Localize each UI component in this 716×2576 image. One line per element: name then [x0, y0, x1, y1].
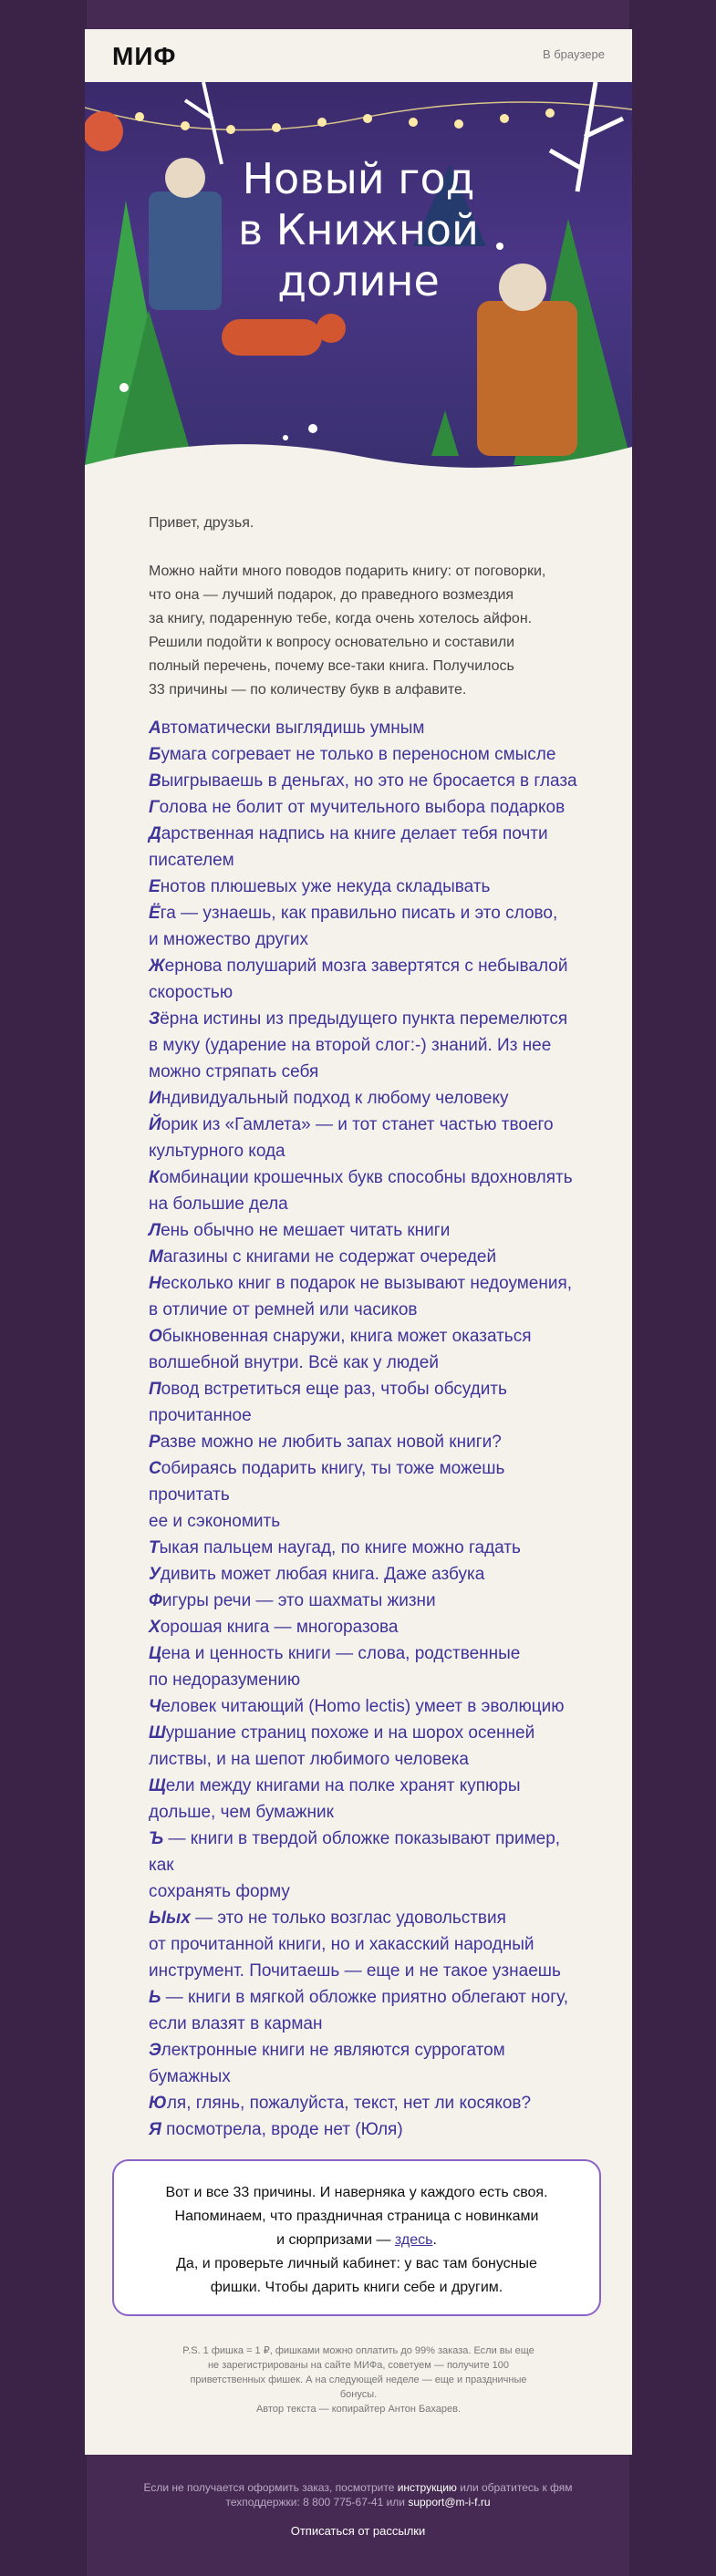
reason-letter: Е [149, 877, 161, 896]
reason-text: можно стряпать себя [149, 1062, 319, 1081]
reason-text: омбинации крошечных букв способны вдохновлять [159, 1168, 573, 1187]
reason-item [149, 1006, 588, 1032]
reason-item [149, 1191, 588, 1217]
reason-item [149, 1376, 588, 1402]
reason-item [149, 1746, 588, 1773]
reason-letter: У [149, 1565, 161, 1584]
reason-item [149, 874, 588, 900]
summary-line: фишки. Чтобы дарить книги себе и другим. [210, 2280, 503, 2295]
reason-item [149, 1693, 588, 1720]
reason-letter: Ь [149, 1988, 161, 2007]
reason-text: ыигрываешь в деньгах, но это не бросается в глаза [161, 771, 577, 791]
reason-item [149, 1667, 588, 1693]
reason-item [149, 1323, 588, 1350]
reason-text: сохранять форму [149, 1882, 290, 1901]
reason-item [149, 715, 588, 741]
reason-text: умага согревает не только в переносном смысле [161, 745, 556, 764]
reason-text: га — узнаешь, как правильно писать и это слово, [160, 904, 558, 923]
holiday-page-link[interactable]: здесь [394, 2232, 433, 2248]
reason-item [149, 2037, 588, 2064]
reason-item [149, 1640, 588, 1667]
reason-text: ля, глянь, пожалуйста, текст, нет ли косяков? [166, 2094, 532, 2113]
reason-letter: Н [149, 1274, 161, 1293]
footer [0, 2480, 716, 2509]
reason-text: уршание страниц похоже и на шорох осенней [165, 1723, 535, 1743]
reason-item [149, 1720, 588, 1746]
reason-letter: Р [149, 1433, 161, 1452]
reason-text: дольше, чем бумажник [149, 1803, 334, 1822]
reason-letter: Щ [149, 1776, 166, 1795]
reason-item [149, 1270, 588, 1297]
reason-item [149, 1773, 588, 1799]
reason-letter: А [149, 719, 161, 738]
reason-text: — книги в мягкой обложке приятно облегают ногу, [161, 1988, 569, 2007]
reasons-list [149, 715, 588, 2143]
reason-item [149, 2116, 588, 2143]
reason-text: скоростью [149, 983, 233, 1002]
reason-letter: М [149, 1247, 163, 1267]
reason-item [149, 1455, 588, 1508]
reason-text: есколько книг в подарок не вызывают недоумения, [161, 1274, 573, 1293]
reason-text: в муку (ударение на второй слог:-) знаний. Из нее [149, 1036, 552, 1055]
reason-text: азве можно не любить запах новой книги? [160, 1433, 502, 1452]
right-decoration [629, 0, 716, 2576]
postscript-line: P.S. 1 фишка = 1 ₽, фишками можно оплатить до 99% заказа. Если вы еще [182, 2345, 534, 2356]
reason-item [149, 741, 588, 768]
reason-letter: О [149, 1327, 162, 1346]
reason-text: агазины с книгами не содержат очередей [162, 1247, 497, 1267]
reason-letter: Ч [149, 1697, 161, 1716]
reason-letter: Б [149, 745, 161, 764]
footer-text: или обратитесь к фям [456, 2481, 573, 2494]
reason-item [149, 1164, 588, 1191]
reason-item [149, 1059, 588, 1085]
brand-logo[interactable]: МИФ [112, 42, 177, 70]
postscript [140, 2343, 577, 2416]
reason-text: если влазят в карман [149, 2014, 323, 2033]
intro-paragraph [149, 560, 588, 702]
reason-letter: Ш [149, 1723, 166, 1743]
reason-text: листвы, и на шепот любимого человека [149, 1750, 469, 1769]
left-decoration [0, 0, 87, 2576]
reason-item [149, 1244, 588, 1270]
reason-letter: Л [149, 1221, 161, 1240]
reason-item [149, 1085, 588, 1112]
reason-text: писателем [149, 851, 234, 870]
intro-line: полный перечень, почему все-таки книга. Получилось [149, 658, 514, 674]
reason-text: и множество других [149, 930, 308, 949]
email-card [85, 29, 632, 2455]
summary-line [141, 2229, 572, 2252]
summary-text: и сюрпризами — [276, 2232, 395, 2248]
reason-item [149, 1112, 588, 1138]
reason-item [149, 2011, 588, 2037]
reason-text: бумажных [149, 2067, 231, 2086]
hero-title-line: в Книжной [238, 205, 479, 254]
reason-item [149, 2064, 588, 2090]
reason-item [149, 1799, 588, 1826]
footer-line [0, 2480, 716, 2495]
reason-text: посмотрела, вроде нет (Юля) [161, 2120, 403, 2139]
reason-text: ее и сэкономить [149, 1512, 281, 1531]
reason-item [149, 821, 588, 847]
reason-text: инструмент. Почитаешь — еще и не такое узнаешь [149, 1961, 561, 1981]
intro-line: Решили подойти к вопросу основательно и составили [149, 635, 515, 650]
view-in-browser-link[interactable]: В браузере [542, 47, 605, 61]
reason-item [149, 979, 588, 1006]
reason-text: на большие дела [149, 1195, 288, 1214]
reason-item [149, 1614, 588, 1640]
reason-letter: П [149, 1380, 161, 1399]
hero-title-line: Новый год [242, 154, 475, 203]
reason-item [149, 1931, 588, 1958]
reason-text: по недоразумению [149, 1671, 301, 1690]
support-email-link[interactable]: support@m-i-f.ru [408, 2496, 491, 2509]
summary-text: . [432, 2232, 437, 2248]
reason-text: ена и ценность книги — слова, родственные [161, 1644, 521, 1663]
reason-text: быкновенная снаружи, книга может оказаться [161, 1327, 532, 1346]
greeting-text: Привет, друзья. [149, 515, 254, 531]
reason-item [149, 953, 588, 979]
reason-letter: Й [149, 1115, 161, 1134]
reason-text: ели между книгами на полке хранят купюры [165, 1776, 521, 1795]
reason-letter: З [149, 1009, 161, 1029]
reason-item [149, 2090, 588, 2116]
reason-letter: Э [149, 2041, 161, 2060]
reason-letter: Ф [149, 1591, 162, 1610]
intro-line: 33 причины — по количеству букв в алфавите. [149, 682, 467, 698]
summary-line: Вот и все 33 причины. И наверняка у каждого есть своя. [165, 2185, 548, 2200]
email-body [85, 514, 632, 2179]
reason-item [149, 1826, 588, 1878]
reason-item [149, 1032, 588, 1059]
reason-item [149, 926, 588, 953]
reason-item [149, 1350, 588, 1376]
reason-text: ыкая пальцем наугад, по книге можно гадать [159, 1538, 521, 1557]
reason-text: ндивидуальный подход к любому человеку [161, 1089, 509, 1108]
hero-title [85, 153, 632, 306]
reason-item [149, 1508, 588, 1535]
postscript-line: бонусы. [339, 2389, 378, 2400]
unsubscribe-link[interactable]: Отписаться от рассылки [290, 2524, 426, 2538]
reason-letter: С [149, 1459, 161, 1478]
reason-letter: Д [149, 824, 161, 843]
reason-text: культурного кода [149, 1142, 285, 1161]
intro-line: за книгу, подаренную тебе, когда очень хотелось айфон. [149, 611, 533, 626]
reason-text: втоматически выглядишь умным [161, 719, 425, 738]
reason-text: олова не болит от мучительного выбора подарков [159, 798, 566, 817]
reason-text: арственная надпись на книге делает тебя почти [161, 824, 548, 843]
postscript-line: приветственных фишек. А на следующей неделе — еще и праздничные [190, 2374, 527, 2385]
reason-item [149, 847, 588, 874]
reason-text: нотов плюшевых уже некуда складывать [160, 877, 491, 896]
reason-text: ень обычно не мешает читать книги [161, 1221, 451, 1240]
footer-text: Если не получается оформить заказ, посмотрите [143, 2481, 398, 2494]
reason-letter: Ё [149, 904, 161, 923]
reason-letter: И [149, 1089, 161, 1108]
reason-letter: Я [149, 2120, 161, 2139]
reason-letter: Г [149, 798, 160, 817]
footer-line [0, 2495, 716, 2509]
reason-item [149, 1535, 588, 1561]
reason-item [149, 794, 588, 821]
reason-item [149, 1958, 588, 1984]
reason-letter: Ю [149, 2094, 167, 2113]
reason-text: волшебной внутри. Всё как у людей [149, 1353, 439, 1372]
hero-title-line: долине [277, 256, 440, 305]
reason-text: от прочитанной книги, но и хакасский народный [149, 1935, 534, 1954]
reason-text: овод встретиться еще раз, чтобы обсудить [161, 1380, 507, 1399]
postscript-line: Автор текста — копирайтер Антон Бахарев. [255, 2404, 462, 2415]
reason-item [149, 1297, 588, 1323]
summary-line: Напоминаем, что праздничная страница с новинками [174, 2209, 539, 2224]
reason-text: прочитанное [149, 1406, 252, 1425]
postscript-line: не зарегистрированы на сайте МИФа, советуем — получите 100 [207, 2360, 510, 2371]
reason-letter: Ж [149, 957, 165, 976]
reason-text: орик из «Гамлета» — и тот станет частью твоего [161, 1115, 554, 1134]
footer-text: техподдержки: 8 800 775-67-41 или [225, 2496, 409, 2509]
reason-item [149, 1429, 588, 1455]
intro-line: Можно найти много поводов подарить книгу: от поговорки, [149, 564, 546, 579]
reason-item [149, 1402, 588, 1429]
reason-text: лектронные книги не являются суррогатом [161, 2041, 505, 2060]
instructions-link[interactable]: инструкцию [397, 2481, 457, 2494]
reason-letter: Ыых [149, 1909, 191, 1928]
reason-item [149, 900, 588, 926]
reason-text: игуры речи — это шахматы жизни [161, 1591, 436, 1610]
reason-text: — это не только возглас удовольствия [190, 1909, 506, 1928]
reason-letter: В [149, 771, 161, 791]
reason-text: обираясь подарить книгу, ты тоже можешь прочитать [149, 1459, 505, 1505]
summary-box [112, 2159, 601, 2316]
reason-item [149, 1561, 588, 1588]
reason-item [149, 1217, 588, 1244]
summary-line: Да, и проверьте личный кабинет: у вас там бонусные [176, 2256, 537, 2271]
reason-text: ернова полушарий мозга завертятся с небывалой [164, 957, 568, 976]
reason-text: в отличие от ремней или часиков [149, 1300, 418, 1319]
hero-banner[interactable] [85, 82, 632, 478]
reason-item [149, 1138, 588, 1164]
reason-text: еловек читающий (Homo lectis) умеет в эволюцию [161, 1697, 565, 1716]
reason-text: орошая книга — многоразова [160, 1618, 399, 1637]
reason-letter: К [149, 1168, 160, 1187]
reason-item [149, 1905, 588, 1931]
reason-text: дивить может любая книга. Даже азбука [160, 1565, 485, 1584]
reason-item [149, 1878, 588, 1905]
reason-item [149, 1984, 588, 2011]
reason-text: — книги в твердой обложке показывают пример, как [149, 1829, 561, 1875]
reason-text: ёрна истины из предыдущего пункта перемелются [160, 1009, 568, 1029]
reason-letter: Ъ [149, 1829, 164, 1848]
reason-letter: Т [149, 1538, 160, 1557]
reason-item [149, 1588, 588, 1614]
reason-letter: Х [149, 1618, 161, 1637]
email-header [85, 29, 632, 82]
reason-item [149, 768, 588, 794]
intro-line: что она — лучший подарок, до праведного возмездия [149, 587, 514, 603]
reason-letter: Ц [149, 1644, 161, 1663]
